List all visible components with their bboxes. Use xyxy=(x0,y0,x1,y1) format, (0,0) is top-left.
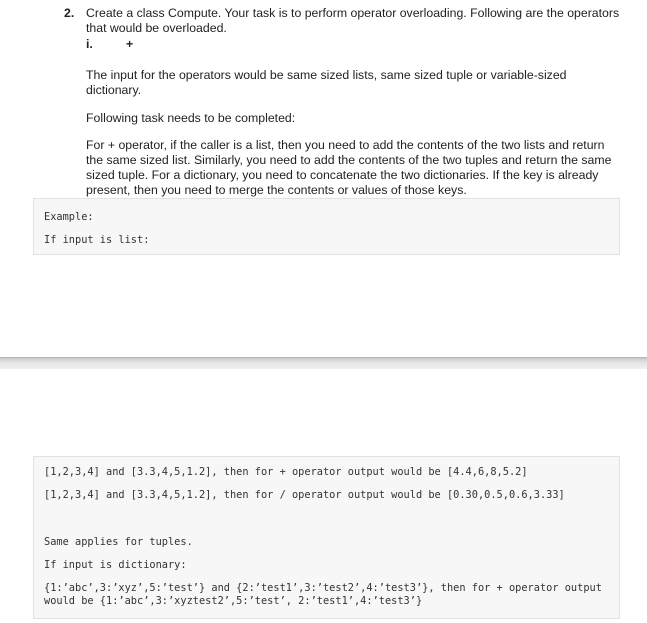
task-heading: Following task needs to be completed: xyxy=(86,111,296,125)
tuples-note: Same applies for tuples. xyxy=(44,536,193,548)
question-number: 2. xyxy=(64,6,75,20)
list-divide-example: [1,2,3,4] and [3.3,4,5,1.2], then for / operator output would be [0.30,0.5,0.6,3.33] xyxy=(44,489,565,501)
example-list-intro: If input is list: xyxy=(44,234,150,246)
question-intro xyxy=(86,6,624,36)
example-code-box xyxy=(33,198,620,255)
operator-symbol: + xyxy=(126,37,134,51)
operator-list-item xyxy=(86,37,624,52)
question-intro-text: Create a class Compute. Your task is to perform operator overloading. Following are the operators that would be overloaded. xyxy=(86,6,620,35)
dictionary-example: {1:’abc’,3:’xyz’,5:’test’} and {2:’test1’,3:’test2’,4:’test3’}, then for + operator output would be {1:’abc’,3:’xyztest2’,5:’test’, 2:’test1’,4:’test3’} xyxy=(44,582,602,607)
list-add-example: [1,2,3,4] and [3.3,4,5,1.2], then for + operator output would be [4.4,6,8,5.2] xyxy=(44,466,528,478)
example-label: Example: xyxy=(44,211,94,223)
example-code-box-continued xyxy=(33,456,620,619)
input-description: The input for the operators would be same sized lists, same sized tuple or variable-sized dictionary. xyxy=(86,68,567,97)
operator-item-number: i. xyxy=(86,37,93,51)
dictionary-intro: If input is dictionary: xyxy=(44,559,187,571)
task-description: For + operator, if the caller is a list, then you need to add the contents of the two lists and return the same sized list. Similarly, you need to add the contents of the two tuples and return the same sized tuple. For a dictionary, you need to concatenate the two dictionaries. If the key is already present, then you need to merge the contents or values of those keys. xyxy=(86,138,612,197)
question-block xyxy=(64,6,624,198)
page-separator xyxy=(0,357,647,369)
